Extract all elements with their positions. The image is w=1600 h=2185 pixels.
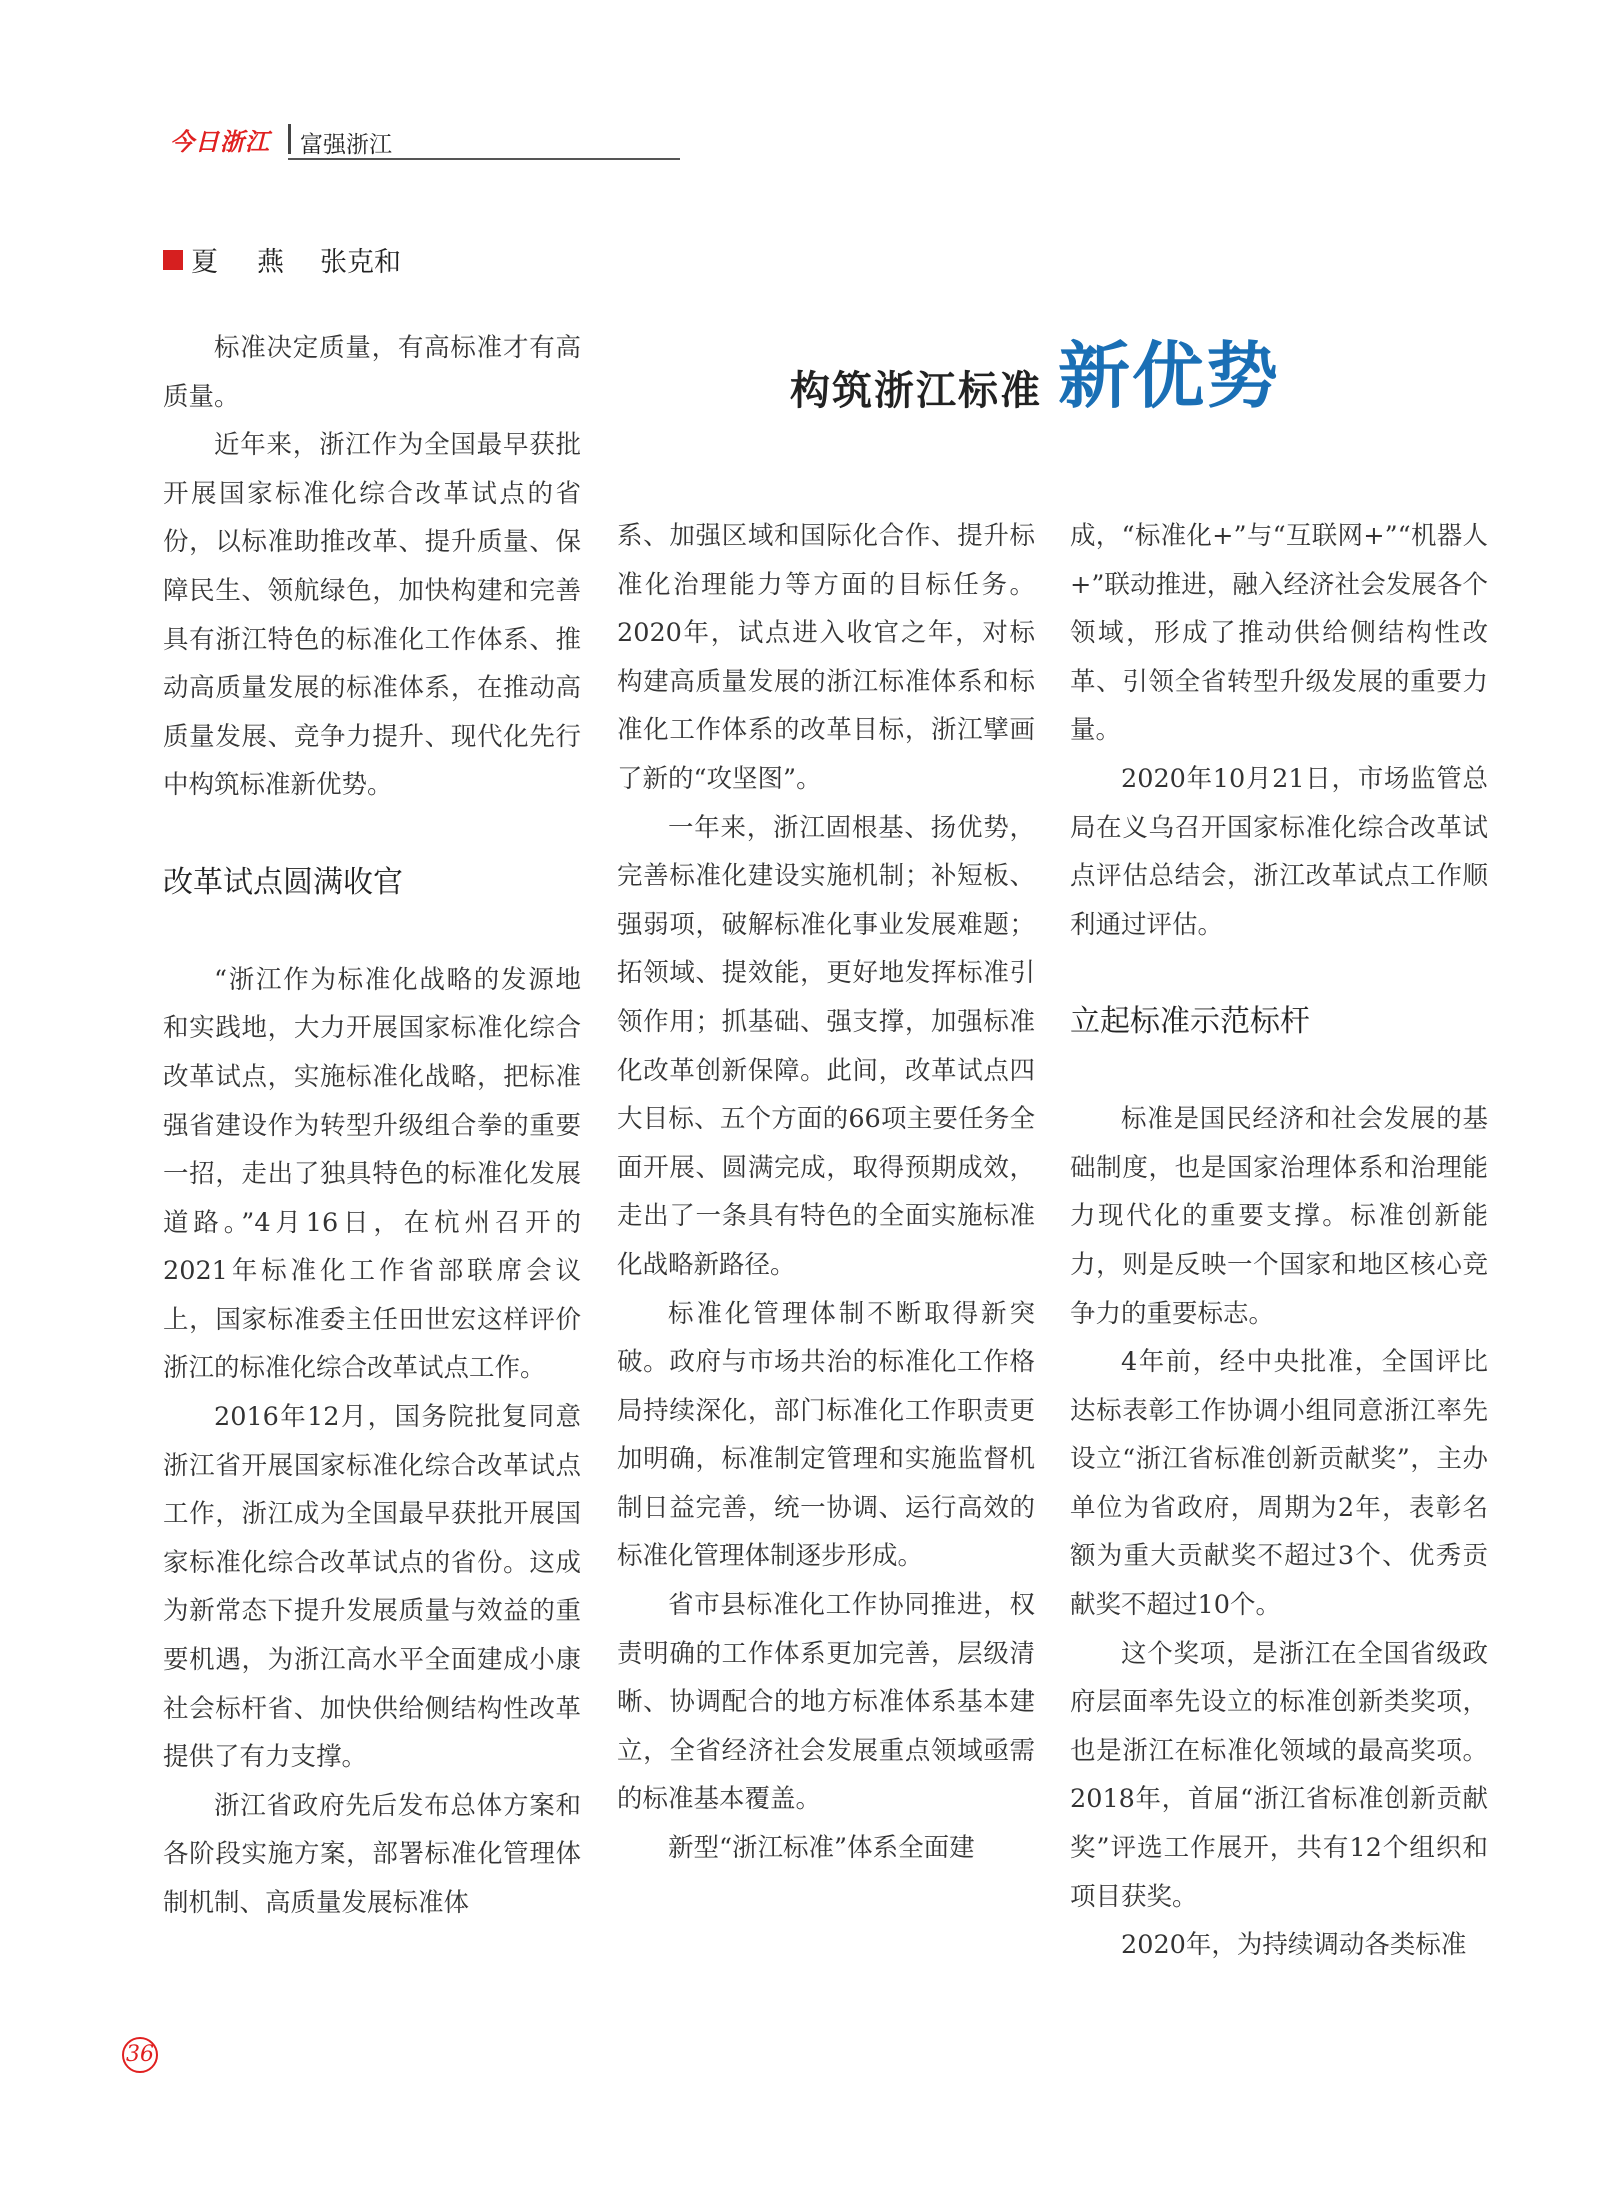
masthead-rule [288, 158, 680, 160]
paragraph: 省市县标准化工作协同推进，权责明确的工作体系更加完善，层级清晰、协调配合的地方标准体系基本建立，全省经济社会发展重点领域亟需的标准基本覆盖。 [617, 1590, 1035, 1815]
spacer [163, 907, 581, 956]
article-headline [790, 318, 1280, 422]
text-column-3 [1070, 512, 1488, 1970]
section-heading: 立起标准示范标杆 [1070, 1003, 1310, 1039]
section-heading: 改革试点圆满收官 [163, 864, 403, 900]
headline-main: 构筑浙江标准 [790, 367, 1042, 414]
paragraph: 标准是国民经济和社会发展的基础制度，也是国家治理体系和治理能力现代化的重要支撑。标准创新能力，则是反映一个国家和地区核心竞争力的重要标志。 [1070, 1104, 1488, 1329]
text-column-2 [617, 512, 1035, 1873]
paragraph: 一年来，浙江固根基、扬优势，完善标准化建设实施机制；补短板、强弱项，破解标准化事业发展难题；拓领域、提效能，更好地发挥标准引领作用；抓基础、强支撑，加强标准化改革创新保障。此间，改革试点四大目标、五个方面的66项主要任务全面开展、圆满完成，取得预期成效，走出了一条具有特色的全面实施标准化战略新路径。 [617, 812, 1035, 1280]
masthead [170, 120, 510, 160]
spacer [1070, 949, 1488, 998]
spacer [1070, 1047, 1488, 1096]
paragraph: “浙江作为标准化战略的发源地和实践地，大力开展国家标准化综合改革试点，实施标准化战略，把标准强省建设作为转型升级组合拳的重要一招，走出了独具特色的标准化发展道路。”4月16日，在杭州召开的2021年标准化工作省部联席会议上，国家标准委主任田世宏这样评价浙江的标准化综合改革试点工作。 [163, 964, 581, 1384]
paragraph: 2020年，为持续调动各类标准 [1121, 1930, 1467, 1961]
paragraph: 2016年12月，国务院批复同意浙江省开展国家标准化综合改革试点工作，浙江成为全国最早获批开展国家标准化综合改革试点的省份。这成为新常态下提升发展质量与效益的重要机遇，为浙江高水平全面建成小康社会标杆省、加快供给侧结构性改革提供了有力支撑。 [163, 1402, 581, 1773]
paragraph: 2020年10月21日，市场监管总局在义乌召开国家标准化综合改革试点评估总结会，浙江改革试点工作顺利通过评估。 [1070, 763, 1488, 940]
paragraph: 系、加强区域和国际化合作、提升标准化治理能力等方面的目标任务。2020年，试点进入收官之年，对标构建高质量发展的浙江标准体系和标准化工作体系的改革目标，浙江擘画了新的“攻坚图”。 [617, 521, 1035, 794]
paragraph: 浙江省政府先后发布总体方案和各阶段实施方案，部署标准化管理体制机制、高质量发展标准体 [163, 1790, 581, 1918]
author-name: 夏 燕 [191, 247, 290, 278]
spacer [163, 810, 581, 859]
paragraph: 新型“浙江标准”体系全面建 [668, 1833, 975, 1864]
masthead-divider [288, 124, 291, 154]
byline-marker [163, 250, 183, 270]
paragraph: 成，“标准化+”与“互联网+”“机器人+”联动推进，融入经济社会发展各个领域，形成了推动供给侧结构性改革、引领全省转型升级发展的重要力量。 [1070, 521, 1488, 746]
headline-accent: 新优势 [1058, 334, 1281, 418]
paragraph: 标准决定质量，有高标准才有高质量。 [163, 333, 581, 412]
paragraph: 这个奖项，是浙江在全国省级政府层面率先设立的标准创新类奖项，也是浙江在标准化领域的最高奖项。2018年，首届“浙江省标准创新贡献奖”评选工作展开，共有12个组织和项目获奖。 [1070, 1638, 1488, 1912]
section-title: 富强浙江 [300, 132, 392, 158]
byline [163, 240, 401, 279]
paragraph: 近年来，浙江作为全国最早获批开展国家标准化综合改革试点的省份，以标准助推改革、提升质量、保障民生、领航绿色，加快构建和完善具有浙江特色的标准化工作体系、推动高质量发展的标准体系，在推动高质量发展、竞争力提升、现代化先行中构筑标准新优势。 [163, 430, 581, 801]
magazine-logo: 今日浙江 [170, 127, 270, 156]
paragraph: 标准化管理体制不断取得新突破。政府与市场共治的标准化工作格局持续深化，部门标准化工作职责更加明确，标准制定管理和实施监督机制日益完善，统一协调、运行高效的标准化管理体制逐步形成。 [617, 1298, 1035, 1572]
author-name: 张克和 [320, 247, 401, 278]
paragraph: 4年前，经中央批准，全国评比达标表彰工作协调小组同意浙江率先设立“浙江省标准创新贡献奖”，主办单位为省政府，周期为2年，表彰名额为重大贡献奖不超过3个、优秀贡献奖不超过10个。 [1070, 1347, 1488, 1621]
page-number: 36 [122, 2037, 158, 2073]
text-column-1 [163, 324, 581, 1928]
